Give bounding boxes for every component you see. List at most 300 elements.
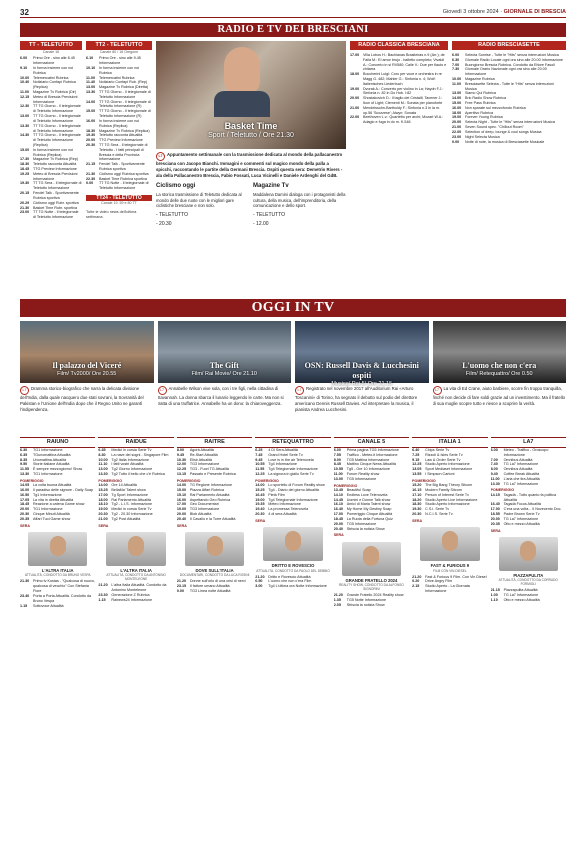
movie-title: L'uomo che non c'era (462, 361, 537, 370)
program-time: 16.00 (452, 105, 462, 110)
program-title: TG La7 Informazione (503, 481, 539, 486)
program-time: 14.00 (98, 483, 108, 488)
program-time: 23.40 (20, 593, 30, 598)
slot-label-pomeriggio: POMERIGGIO (333, 483, 358, 488)
program-time: 19.00 (255, 497, 265, 502)
program-title: Affari Tuoi Game show (33, 516, 71, 521)
program-time: 2.05 (333, 602, 341, 607)
program-time: 8.00 (176, 447, 185, 452)
program-title: TG1 Informazione (33, 447, 63, 452)
program-title: Studio Aperto - La Giornata Informazione (425, 584, 470, 594)
program-time: 18.30 (86, 128, 96, 133)
program-time: 22.00 (452, 129, 462, 134)
program-time: 16.50 (20, 492, 30, 497)
program-title: TG La7 Informazione (503, 516, 539, 521)
program-title: Tg1 Informazione (33, 492, 62, 497)
program-row (86, 143, 152, 162)
program-title: TTG Preview Informazione (33, 167, 77, 172)
program-time: 1.15 (20, 603, 28, 608)
program-title: Night Selecta Musica (465, 134, 500, 139)
program-time: 13.55 (412, 471, 422, 476)
program-title: Dvorak A.: Concerto per violino in La; Haydn F.J.: Sinfonia n. 82 in Do Hob. I:82 (363, 86, 444, 96)
program-time: 8.30 (98, 452, 106, 457)
program-time: 13.05 (412, 467, 422, 472)
program-time: 21.30 (20, 579, 30, 584)
program-time: 17.00 (350, 52, 360, 57)
program-time: 21.15 (490, 588, 500, 593)
program-row (20, 80, 82, 90)
program-time: 20.35 (490, 521, 500, 526)
program-title: Tg2 Post Attualità (111, 516, 141, 521)
section-title-oggi-in-tv: OGGI IN TV (20, 299, 566, 317)
program-time: 16.40 (490, 502, 500, 507)
program-title: Aspettando Geo Rubrica (189, 497, 231, 502)
slot-label-sera: SERA (412, 518, 423, 523)
program-title: Law & Order Serie Tv (425, 457, 461, 462)
program-time: 15.20 (412, 483, 422, 488)
program-time: 13.30 (86, 90, 96, 95)
program-title: Fendel Talk - Sportivamente Rubrica sportiva (33, 191, 79, 200)
program-time: 15.25 (98, 488, 108, 493)
program-title: TT TG Giorno - Il telegiornale di Teletutto Informazione (Replica) (33, 133, 81, 147)
program-time: 21.20 (176, 579, 187, 584)
program-time: 19.25 (20, 171, 30, 176)
program-time: 18.45 (333, 516, 343, 521)
program-time: 11.40 (86, 80, 96, 85)
program-title: Pomeriggio Cinque Attualità (346, 512, 393, 517)
program-title: Chips Serie Tv (425, 447, 450, 452)
program-time: 7.45 (255, 452, 263, 457)
program-time: 11.55 (20, 467, 30, 472)
program-title: Notte di note, la musica di Bresciasette Musicale (465, 139, 545, 144)
program-title: TT TG Sera - Il telegiornale di Teletutto Informazione (33, 181, 82, 191)
program-title: Il fattore umano Attualità (189, 584, 230, 589)
program-time: 13.45 (333, 488, 343, 493)
host-portrait (28, 532, 87, 566)
mini-feature: Magazine Tv Maddalena Damini dialoga con i protagonisti della cultura, della musica, dell'imprenditoria, della comunicazione e dello sport. - TELETUTTO - 12.00 (253, 183, 346, 228)
program-time: 6.00 (490, 447, 498, 452)
tt2-column: TT2 - TELETUTTO Canale 80 / 16 Oregone 6.10 Primo Ore - sino alle 9.45 Informazione 10.10 In forma insieme con noi Rubrica 11.00 Telemercatini Rubrica 11.40 Notiziario Confapi Rub. (Rep) 13.00 Magazine Tv Rubrica (Diretta) 13.30 TT TG Giorno - Il telegiornale di Teletutto Informazione 14.00 TT TG Giorno - Il telegiornale di Teletutto Informazione (R) 15.00 TT TG Giorno - Il telegiornale di Teletutto Informazione (R) 16.00 In forma insieme con noi Rubrica (Replica) 18.30 Magazine Tv Rubrica (Replica) 19.30 Teletutto racconta Attualità 20.00 TTG Preview Informazione 20.30 TT TG Sera - Il telegiornale di Teletutto - I fatti principali di Brescia e della Provincia Informazione 21.15 Fendel Talk - Sportivamente Rubrica sportiva 21.30 Ciclismo oggi Rubrica sportiva 22.30 Basket Time Rubrica sportiva 0.00 TT TG Notte - Il telegiornale di Teletutto Informazione TT24 - TELETUTTO Canale 19, 59 e 80 TT Tutte le video news dell'ultima settimana. (86, 42, 151, 219)
movie-subtitle: Film/ Rai Movie/ Ore 21.10 (191, 371, 257, 377)
program-time: 21.00 (98, 516, 108, 521)
program-title: Beautiful Soap (346, 488, 371, 493)
program-row (86, 90, 152, 100)
channel-name: RAIUNO (20, 437, 95, 448)
program-time: 9.40 (490, 471, 498, 476)
tt24-note: Tutte le video news dell'ultima settimana. (86, 209, 137, 219)
program-time: 18.30 (20, 162, 30, 167)
program-time: 10.55 (333, 467, 343, 472)
program-time: 21.30 (20, 205, 30, 210)
program-time: 18.55 (490, 512, 500, 517)
program-title: Mattino Cinque News Attualità (346, 462, 396, 467)
program-time: 18.00 (350, 72, 360, 77)
program-row (491, 448, 566, 458)
program-title: È sempre mezzogiorno! Show (33, 467, 83, 472)
program-title: Otto e mezzo Attualità (503, 521, 540, 526)
program-title: Re-Start Attualità (189, 452, 218, 457)
program-time: 9.15 (412, 457, 420, 462)
program-time: 6.10 (86, 56, 94, 61)
program-title: Elisir Attualità (189, 457, 212, 462)
channel-name: RAITRE (177, 437, 252, 448)
program-time: 20.00 (350, 96, 360, 101)
program-title: In forma insieme con noi Rubrica (Replica) (99, 118, 140, 128)
movie-subtitle: Musica/ Rai 5/ Ore 21.15 (331, 381, 393, 387)
program-row (20, 133, 82, 147)
program-title: Forever Young Rubrica (465, 115, 503, 120)
slot-label-sera: SERA (490, 528, 501, 533)
program-title: Agorà Attualità (189, 447, 214, 452)
program-title: C.S.I. Serie Tv (425, 507, 450, 512)
program-title: Magazine Rubrica (465, 76, 495, 81)
channel-name: CANALE 5 (334, 437, 409, 448)
slot-label-pomeriggio: POMERIGGIO (176, 478, 201, 483)
highlight-title: DOVE SULL'ITALIA (195, 568, 234, 574)
radio-bresciasette-list (452, 53, 566, 144)
slot-label-pomeriggio: POMERIGGIO (20, 478, 44, 483)
program-row (20, 95, 82, 105)
program-row (86, 100, 152, 110)
program-time: 21.00 (452, 125, 462, 130)
program-time: 6.35 (98, 447, 106, 452)
program-title: Magazine Tv Rubrica (Replica) (99, 128, 150, 133)
highlight-title: L'ALTRA ITALIA (41, 568, 74, 574)
highlight-subtitle: DOCUMENTARI, CONDOTTO DA LUCA ROSINI (179, 573, 250, 578)
program-title: Free Pass Rubrica (465, 101, 496, 105)
program-time: 20.00 (176, 512, 187, 517)
program-title: Tg4 L'ultima ora Notte Informazione (268, 584, 327, 589)
radio-classica-header: RADIO CLASSICA BRESCIANA (350, 41, 448, 50)
host-portrait (263, 527, 322, 561)
program-row (20, 594, 95, 604)
program-row (255, 472, 330, 477)
program-row (412, 472, 487, 477)
program-row (334, 527, 409, 532)
program-title: Basket Time Rubr. sportiva (33, 205, 78, 210)
program-title: Villa Lobos H.: Bachianas Brasileiras n.9 (Arr.); de Falla M.: El amor brujo - balletto completo; Vivaldi A.: Concerto in si RV580; Calle V.: Due per flauto e chitarra (363, 52, 447, 72)
program-title: TT TG Giorno - Il telegiornale di Teletutto Informazione (33, 123, 81, 133)
program-time: 21.20 (412, 574, 422, 579)
program-title: Teletutto racconta Attualità (33, 162, 77, 167)
program-time: 15.10 (176, 492, 187, 497)
program-title: Dritto e Rovescio Attualità (268, 574, 311, 579)
program-time: 1.10 (490, 597, 498, 602)
program-time: 21.20 (98, 583, 108, 588)
program-title: Selection of deep, lounge & cool songs Musica (465, 129, 542, 134)
program-title: In forma insieme con noi Rubrica (99, 65, 140, 75)
program-title: Rainews24 Informazione (111, 597, 153, 602)
program-row (98, 472, 173, 477)
program-title: TG5 Informazione (346, 521, 377, 526)
program-row (491, 522, 566, 527)
highlight-subtitle: ATTUALITÀ, CONDOTTO DA ANTONINO MONTELEONE (106, 573, 166, 582)
program-title: Buongiorno Brescia Rubrica. Condotto da Ettore Fasoli (465, 62, 555, 67)
program-title: Primo Ore - sino alle 8.45 Informazione (33, 56, 75, 66)
movie-label (295, 361, 429, 388)
movie-card (20, 321, 154, 431)
program-row (20, 114, 82, 124)
program-time: 13.00 (333, 476, 343, 481)
program-row (350, 106, 448, 116)
program-time: 13.00 (452, 91, 462, 96)
program-title: Medici in corsia Serie Tv (111, 447, 152, 452)
program-title: Il paradiso delle signore - Daily Soap (33, 488, 94, 493)
program-time: 11.00 (452, 81, 462, 86)
program-time: 1.35 (333, 597, 341, 602)
program-title: TT TG Notte - Il telegiornale di Teletutto Informazione (99, 181, 149, 191)
program-time: 11.10 (98, 462, 108, 467)
program-time: 11.55 (255, 467, 265, 472)
program-time: 7.40 (490, 462, 498, 467)
program-title: TT TG Notte - Il telegiornale di Teletutto Informazione (33, 210, 79, 220)
program-time: 9.10 (20, 65, 28, 70)
program-time: 20.00 (452, 120, 462, 125)
program-title: My Home My Destiny Soap (346, 507, 392, 512)
program-time: 10.00 (98, 457, 108, 462)
local-schedules (20, 41, 566, 293)
program-title: TG1 Informazione (33, 507, 63, 512)
program-title: Tg2 - L.I.S. Informazione (111, 502, 153, 507)
program-title: Passato e Presente Rubrica (189, 471, 236, 476)
featured-program (156, 41, 346, 293)
program-row (412, 512, 487, 517)
program-title: TGunomattina Attualità (33, 452, 71, 457)
program-time: 19.30 (20, 181, 30, 186)
movie-title: Il palazzo del Viceré (52, 361, 122, 370)
program-time: 6.00 (20, 56, 28, 61)
program-title: Rizzoli & Isles Serie Tv (425, 452, 463, 457)
program-time: 19.00 (350, 86, 360, 91)
program-row (452, 140, 566, 145)
program-time: 20.30 (86, 142, 96, 147)
program-title: Boccherini Luigi: Coro per voce e orchestra in re Magg G. 482; Mahler G.: Sinfonia n. 4; Wolf: Italienisches Liederbuch (363, 72, 442, 86)
program-time: 8.45 (333, 462, 341, 467)
radio-bresciasette-column (452, 41, 566, 293)
program-time: 7.00 (490, 457, 498, 462)
program-title: Selecta Sunrise - Tutte le "Hits" senza interruzioni Musica (465, 52, 559, 57)
program-title: Ore 14 Attualità (111, 483, 137, 488)
program-time: 12.30 (20, 104, 30, 109)
program-title: Unomattina Attualità (33, 457, 67, 462)
program-row (86, 56, 152, 66)
slot-label-pomeriggio: POMERIGGIO (98, 478, 122, 483)
program-title: TG3 - Fuori TG Attualità (189, 467, 229, 472)
movie-label (433, 361, 567, 378)
program-title: Notiziario Confapi Rubrica (Replica) (33, 80, 76, 90)
program-time: 19.00 (452, 115, 462, 120)
program-time: 7.55 (333, 452, 341, 457)
page-dateline: Giovedì 3 ottobre 2024 · GIORNALE DI BRESCIA (442, 9, 566, 16)
program-title: TT TG Giorno - Il telegiornale di Teletutto Informazione (R) (99, 99, 151, 109)
program-time: 23.15 (176, 584, 187, 589)
program-title: Rai Parlamento Attualità (189, 492, 230, 497)
program-time: 21.00 (350, 105, 360, 110)
program-time: 2.15 (412, 584, 420, 589)
program-time: 11.00 (86, 75, 96, 80)
program-time: 18.30 (412, 502, 422, 507)
program-title: Striscia la notizia Show (346, 526, 385, 531)
program-title: Giornale Radio Locale ogni ora sino alle 20.00 Informazione (465, 57, 563, 62)
movie-description (433, 386, 567, 407)
program-title: Primo tv Kostas - "Qualcosa di nuovo, qualcosa di vecchio" Con Stefania Fiore (33, 579, 95, 594)
featured-photo (156, 41, 346, 149)
program-title: Blob Attualità (189, 512, 212, 517)
channel-column (334, 437, 409, 843)
program-time: 20.00 (333, 521, 343, 526)
program-title: Telemercatini Rubrica (33, 75, 69, 80)
program-title: Otto e mezzo Attualità (503, 597, 540, 602)
program-title: Fendel Talk - Sportivamente Rubrica sportiva (99, 162, 145, 172)
program-row (98, 583, 173, 593)
program-time: 17.05 (20, 497, 30, 502)
program-row (255, 512, 330, 517)
program-title: Fast & Furious 9 Film. Con Vin Diesel (425, 574, 487, 579)
program-row (452, 67, 566, 77)
program-title: Tg Sport Informazione (111, 492, 148, 497)
program-row (98, 598, 173, 603)
movie-description-text: Registrato nel novembre 2017 all'Auditorium Rai «Arturo Toscanini» di Torino, ha segnato il debutto sul podio del direttore americano Dennis Russell Davies. Ad interpretare la musica, il pianista Andrea Lucchesini. (295, 386, 418, 412)
program-title: TTG Preview Informazione (99, 138, 143, 143)
program-title: Notiziario Confapi Rub. (Rep) (99, 80, 148, 85)
movie-highlights (20, 321, 566, 431)
program-time: 13.00 (86, 85, 96, 90)
paper-logo-icon: L7 (158, 386, 167, 395)
program-time: 21.20 (333, 593, 343, 598)
tt24-header: TT24 - TELETUTTO (86, 195, 152, 201)
program-row (20, 517, 95, 522)
program-title: Tg2 Italia Informazione (111, 457, 149, 462)
program-title: Porta a Porta Attualità. Condotto da Bruno Vespa (33, 593, 92, 603)
program-row (86, 119, 152, 129)
program-time: 15.25 (255, 488, 265, 493)
program-title: Medici in corsia Serie Tv (111, 507, 152, 512)
program-title: Shostakovich D.: Il taglio dei Cristalli; Tavener J.: Ikon of Light; Clementi M.: Sonata per pianoforte (363, 96, 443, 105)
program-title: Donne sull'orlo di una crisi di nervi (189, 579, 246, 584)
program-title: Basket Time Rubrica sportiva (99, 176, 147, 181)
program-time: 11.00 (20, 90, 30, 95)
program-time: 14.05 (20, 483, 30, 488)
program-title: Tg4 Telegiornale Informazione (268, 467, 318, 472)
program-title: TT TG Giorno - Il telegiornale di Teletutto Informazione (33, 114, 81, 123)
highlight-subtitle: REALITY SHOW, CONDOTTO DA ALFONSO SIGNORINI (338, 583, 404, 592)
slot-label-sera: SERA (333, 533, 344, 538)
paper-logo-icon: L7 (295, 386, 304, 395)
program-time: 7.00 (452, 62, 460, 67)
program-time: 14.00 (86, 99, 96, 104)
program-time: 1.15 (98, 597, 106, 602)
program-title: I fatti vostri Attualità (111, 462, 144, 467)
section-title-radio-tv: RADIO E TV DEI BRESCIANI (20, 23, 566, 37)
program-time: 16.10 (333, 502, 343, 507)
mini-features (156, 183, 346, 227)
highlight-title: PIAZZAPULITA (513, 573, 544, 579)
highlight-title: DRITTO E ROVESCIO (271, 563, 315, 569)
program-time: 9.50 (20, 462, 28, 467)
program-title: Magazine Tv Rubrica (Diretta) (99, 85, 149, 90)
host-face (285, 531, 301, 551)
program-time: 11.00 (490, 476, 500, 481)
program-time: 13.30 (98, 471, 108, 476)
program-title: C'era una volta... Il Novecento Doc. (503, 507, 562, 512)
program-time: 15.00 (176, 488, 187, 493)
program-title: La Ruota della Fortuna Quiz (346, 516, 393, 521)
program-title: TG La7 Informazione (503, 462, 539, 467)
program-time: 18.00 (452, 110, 462, 115)
program-time: 17.30 (20, 157, 30, 162)
program-time: 14.45 (333, 497, 343, 502)
program-time: 6.30 (20, 447, 28, 452)
program-time: 20.15 (20, 191, 30, 196)
channel-column (177, 437, 252, 843)
program-row (86, 66, 152, 76)
program-title: TT TG Sera - Il telegiornale di Teletutto - I fatti principali di Brescia e della Provincia Informazione (99, 142, 148, 162)
host-portrait (342, 542, 401, 576)
program-row (491, 482, 566, 487)
page-header (20, 8, 566, 18)
program-time: 20.30 (255, 512, 265, 517)
program-title: 4 di sera Attualità (268, 512, 297, 517)
program-time: 3.00 (255, 584, 263, 589)
program-time: 13.30 (20, 123, 30, 128)
slot-label-pomeriggio: POMERIGGIO (255, 478, 279, 483)
program-time: 13.30 (490, 481, 500, 486)
movie-description-text: Annabelle Wilson vive sola, con i tre figli, nella cittadina di Savannah. La donna sbarca il lunario leggendo le carte. Ma non si tratta di una truffatrice. Annabelle ha un dono: la chiaroveggenza. (157, 386, 284, 406)
program-time: 14.30 (20, 133, 30, 138)
program-row (86, 181, 152, 191)
host-face (520, 541, 536, 561)
program-row (412, 584, 487, 594)
program-title: Studio Aperto Informazione (425, 502, 470, 507)
movie-card (433, 321, 567, 431)
slot-label-pomeriggio: POMERIGGIO (412, 478, 436, 483)
program-time: 19.30 (412, 507, 422, 512)
program-row (20, 124, 82, 134)
movie-subtitle: Film/ Tv2000/ Ore 20.55 (57, 371, 117, 377)
program-title: Siamo Qui Rubrica (465, 91, 496, 96)
program-title: In forma insieme con noi Rubrica (33, 65, 74, 75)
program-title: Teletutto racconta Attualità (99, 133, 143, 138)
program-title: Person of Interest Serie Tv (425, 492, 469, 497)
program-title: Tg2 Giorno Informazione (111, 467, 153, 472)
program-time: 23.00 (452, 134, 462, 139)
program-time: 21.20 (255, 574, 265, 579)
program-time: 20.00 (86, 138, 96, 143)
program-time: 14.00 (452, 96, 462, 101)
program-time: 18.10 (98, 502, 108, 507)
program-title: Tg4 Telegiornale Informazione (268, 497, 318, 502)
program-time: 16.00 (20, 488, 30, 493)
program-title: Tg4 - Diario del giorno Attualità (268, 488, 319, 493)
program-time: 10.10 (86, 65, 96, 70)
program-time: 16.40 (333, 507, 343, 512)
program-title: TG Regione Informazione (189, 483, 233, 488)
program-title: Love is in the air Telenovela (268, 457, 314, 462)
host-face (363, 546, 379, 566)
program-time: 6.30 (452, 57, 460, 62)
movie-description (295, 386, 429, 412)
program-time: 20.29 (20, 200, 30, 205)
program-title: L'uomo che non c'era Film (268, 579, 312, 584)
program-time: 17.00 (490, 507, 500, 512)
program-time: 19.30 (86, 133, 96, 138)
tt-program-list (20, 56, 82, 220)
program-time: 17.00 (176, 502, 187, 507)
program-title: Coffee Break Attualità (503, 471, 540, 476)
channel-name: RAIDUE (98, 437, 173, 448)
highlight-title: FAST & FURIOUS 9 (430, 563, 470, 569)
program-title: Storie italiane Attualità (33, 462, 70, 467)
